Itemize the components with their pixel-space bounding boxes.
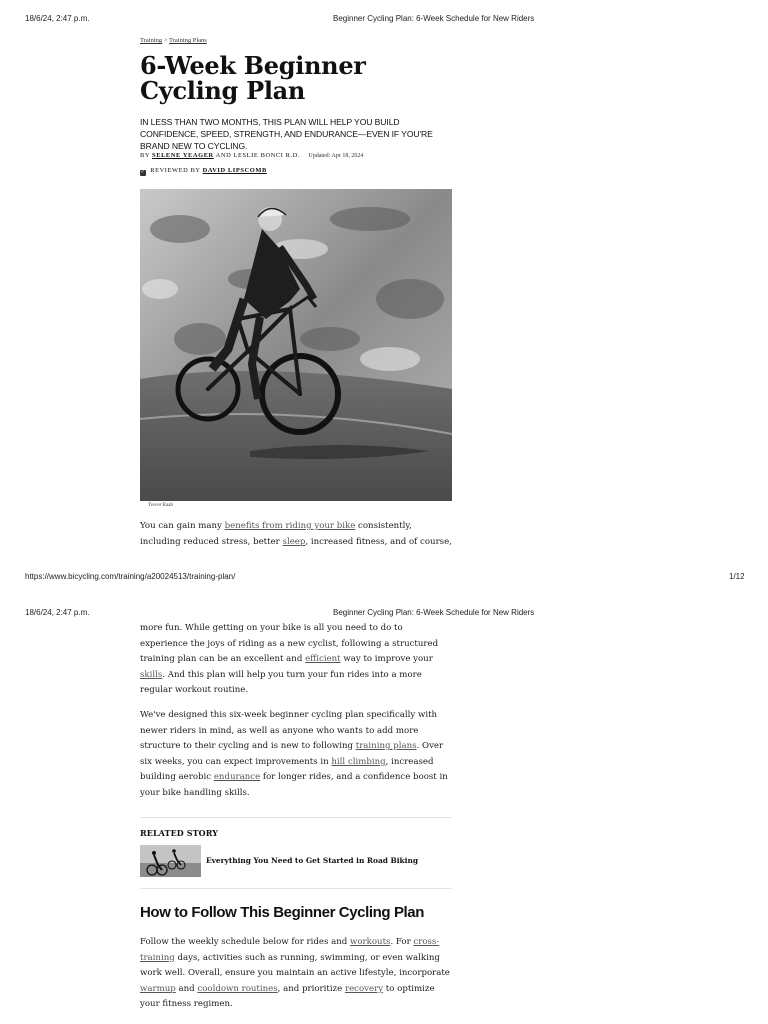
print-page-number: 1/12 [729, 572, 745, 581]
paragraph-intro-continued: more fun. While getting on your bike is all you need to do to experience the joys of riding as a new cyclist, following a structured training plan can be an excellent and efficient way to improve your skills. And this plan will help you turn your fun rides into a more regular workout routine. [140, 623, 439, 696]
print-title-page2: Beginner Cycling Plan: 6-Week Schedule for New Riders [333, 608, 535, 617]
link-skills[interactable]: skills [140, 669, 163, 680]
link-hill-climbing[interactable]: hill climbing [331, 756, 386, 767]
print-date: 18/6/24, 2:47 p.m. [25, 14, 90, 23]
title-line-2: Cycling Plan [140, 76, 306, 105]
related-story-title[interactable]: Everything You Need to Get Started in Road Biking [206, 856, 419, 865]
page-title [140, 53, 452, 103]
author-leslie-bonci: LESLIE BONCI R.D. [233, 152, 301, 159]
link-efficient[interactable]: efficient [305, 654, 341, 665]
updated-date: Updated: Apr 18, 2024 [308, 153, 364, 159]
byline [140, 152, 452, 159]
link-sleep[interactable]: sleep [282, 536, 306, 547]
reviewed-by [140, 167, 452, 176]
paragraph-intro: You can gain many benefits from riding your bike consistently, including reduced stress, better sleep, increased fitness, and of course, [140, 521, 452, 547]
byline-by: BY [140, 152, 150, 159]
reviewed-by-label: REVIEWED BY [150, 167, 201, 174]
author-selene-yeager[interactable]: SELENE YEAGER [152, 152, 214, 159]
link-warmup[interactable]: warmup [140, 983, 176, 994]
paragraph-plan-design: We've designed this six-week beginner cycling plan specifically with newer riders in mind, as well as anyone who wants to add more structure to their cycling and is new to following training plans. Over six weeks, you can expect improvements in hill climbing, increased building aerobic endurance for longer rides, and a confidence boost in your bike handling skills. [140, 710, 448, 798]
reviewer-david-lipscomb[interactable]: DAVID LIPSCOMB [202, 167, 267, 174]
link-recovery[interactable]: recovery [344, 983, 384, 994]
article-dek: IN LESS THAN TWO MONTHS, THIS PLAN WILL HELP YOU BUILD CONFIDENCE, SPEED, STRENGTH, AND ENDURANCE—EVEN IF YOU'RE BRAND NEW TO CYCLING. [140, 117, 433, 151]
breadcrumb-training[interactable]: Training [140, 37, 163, 44]
link-benefits-riding[interactable]: benefits from riding your bike [224, 521, 356, 531]
byline-and: AND [215, 152, 232, 159]
title-line-1: 6-Week Beginner [140, 51, 366, 80]
breadcrumb-training-plans[interactable]: Training Plans [168, 37, 207, 44]
print-date-page2: 18/6/24, 2:47 p.m. [25, 608, 90, 617]
paragraph-how-to-follow: Follow the weekly schedule below for rides and workouts. For cross-training days, activities such as running, swimming, or even walking work well. Overall, ensure you maintain an active lifestyle, incorporate warmup and cooldown routines, and prioritize recovery to optimize your fitness regimen. [140, 937, 450, 1010]
link-cross-training[interactable]: cross-training [140, 937, 440, 963]
divider [140, 817, 452, 818]
section-heading: How to Follow This Beginner Cycling Plan [140, 904, 425, 921]
check-badge-icon: ✓ [140, 170, 146, 175]
link-training-plans[interactable]: training plans [355, 741, 417, 752]
photo-credit: Trevor Raab [148, 503, 173, 508]
link-workouts[interactable]: workouts [350, 937, 391, 947]
related-story-label: RELATED STORY [140, 828, 219, 838]
hero-photo-cyclist [140, 189, 452, 501]
related-story-thumbnail [140, 845, 201, 877]
breadcrumb [140, 37, 452, 44]
related-story-card[interactable] [140, 845, 452, 877]
link-cooldown-routines[interactable]: cooldown routines [197, 983, 278, 994]
print-url: https://www.bicycling.com/training/a20024513/training-plan/ [25, 572, 236, 581]
print-title: Beginner Cycling Plan: 6-Week Schedule for New Riders [333, 14, 535, 23]
link-endurance[interactable]: endurance [213, 772, 261, 783]
divider [140, 888, 452, 889]
breadcrumb-separator: > [163, 37, 168, 44]
